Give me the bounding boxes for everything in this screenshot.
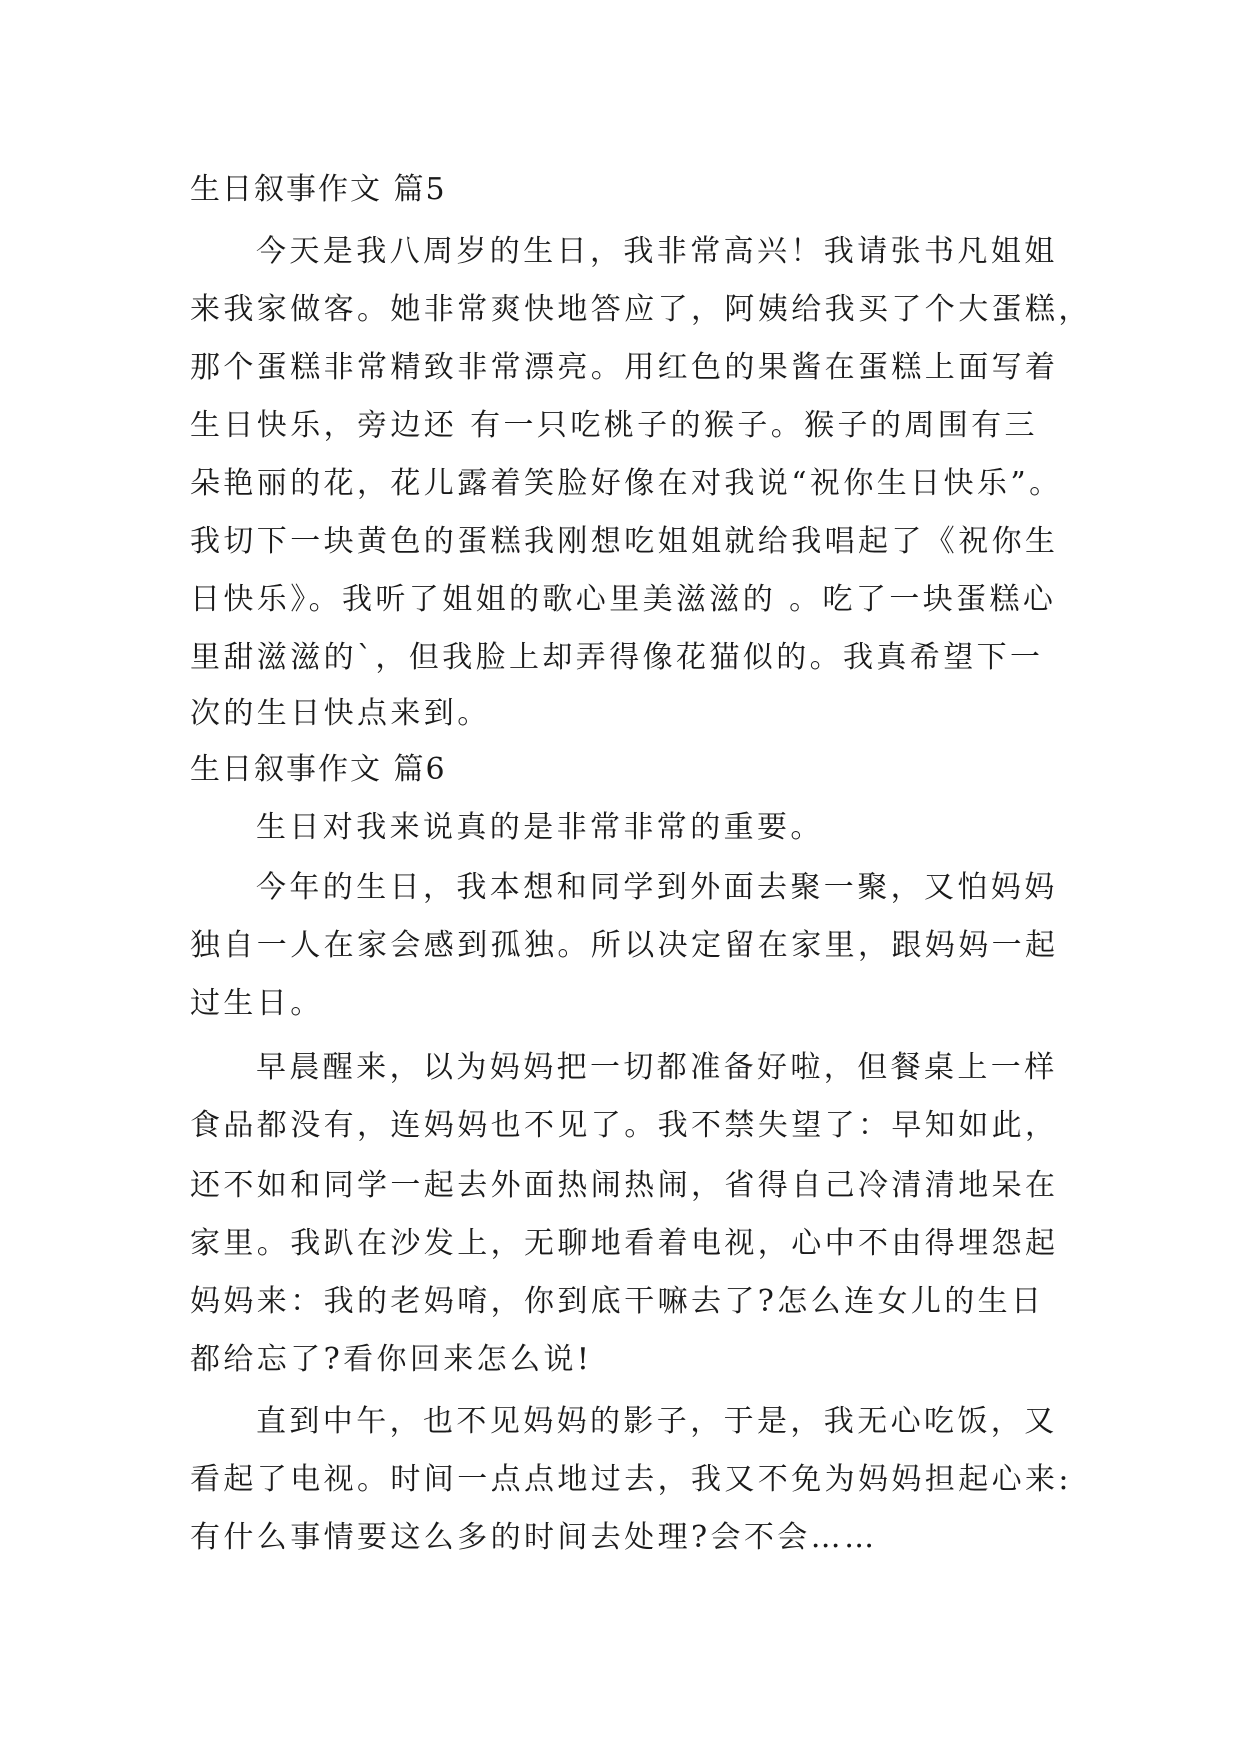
essay-6-line-13: 有什么事情要这么多的时间去处理?会不会…… — [190, 1520, 878, 1555]
essay-6-line-10: 都给忘了?看你回来怎么说! — [190, 1342, 593, 1377]
essay-6-line-1: 生日对我来说真的是非常非常的重要。 — [256, 810, 824, 845]
essay-5-line-6: 我切下一块黄色的蛋糕我刚想吃姐姐就给我唱起了《祝你生 — [190, 524, 1059, 559]
essay-5-heading: 生日叙事作文 篇5 — [190, 172, 447, 207]
essay-6-line-5: 早晨醒来，以为妈妈把一切都准备好啦，但餐桌上一样 — [256, 1050, 1058, 1085]
essay-6-line-12: 看起了电视。时间一点点地过去，我又不免为妈妈担起心来: — [190, 1462, 1072, 1497]
essay-5-line-1: 今天是我八周岁的生日，我非常高兴！我请张书凡姐姐 — [256, 234, 1058, 269]
essay-6-line-6: 食品都没有，连妈妈也不见了。我不禁失望了：早知如此， — [190, 1108, 1059, 1143]
essay-6-line-9: 妈妈来：我的老妈唷，你到底干嘛去了?怎么连女儿的生日 — [190, 1284, 1045, 1319]
essay-5-line-5: 朵艳丽的花，花儿露着笑脸好像在对我说“祝你生日快乐”。 — [190, 466, 1063, 501]
essay-5-line-4: 生日快乐，旁边还 有一只吃桃子的猴子。猴子的周围有三 — [190, 408, 1038, 443]
essay-6-line-4: 过生日。 — [190, 986, 324, 1021]
essay-5-line-8: 里甜滋滋的`，但我脸上却弄得像花猫似的。我真希望下一 — [190, 640, 1044, 675]
essay-6-line-11: 直到中午，也不见妈妈的影子，于是，我无心吃饭，又 — [256, 1404, 1058, 1439]
essay-6-line-7: 还不如和同学一起去外面热闹热闹，省得自己冷清清地呆在 — [190, 1168, 1059, 1203]
essay-6-line-3: 独自一人在家会感到孤独。所以决定留在家里，跟妈妈一起 — [190, 928, 1059, 963]
essay-5-line-3: 那个蛋糕非常精致非常漂亮。用红色的果酱在蛋糕上面写着 — [190, 350, 1059, 385]
essay-6-line-2: 今年的生日，我本想和同学到外面去聚一聚，又怕妈妈 — [256, 870, 1058, 905]
essay-5-line-9: 次的生日快点来到。 — [190, 696, 491, 731]
essay-6-heading: 生日叙事作文 篇6 — [190, 752, 447, 787]
essay-6-line-8: 家里。我趴在沙发上，无聊地看着电视，心中不由得埋怨起 — [190, 1226, 1059, 1261]
essay-5-line-7: 日快乐》。我听了姐姐的歌心里美滋滋的 。吃了一块蛋糕心 — [190, 582, 1057, 617]
essay-5-line-2: 来我家做客。她非常爽快地答应了，阿姨给我买了个大蛋糕， — [190, 292, 1092, 327]
